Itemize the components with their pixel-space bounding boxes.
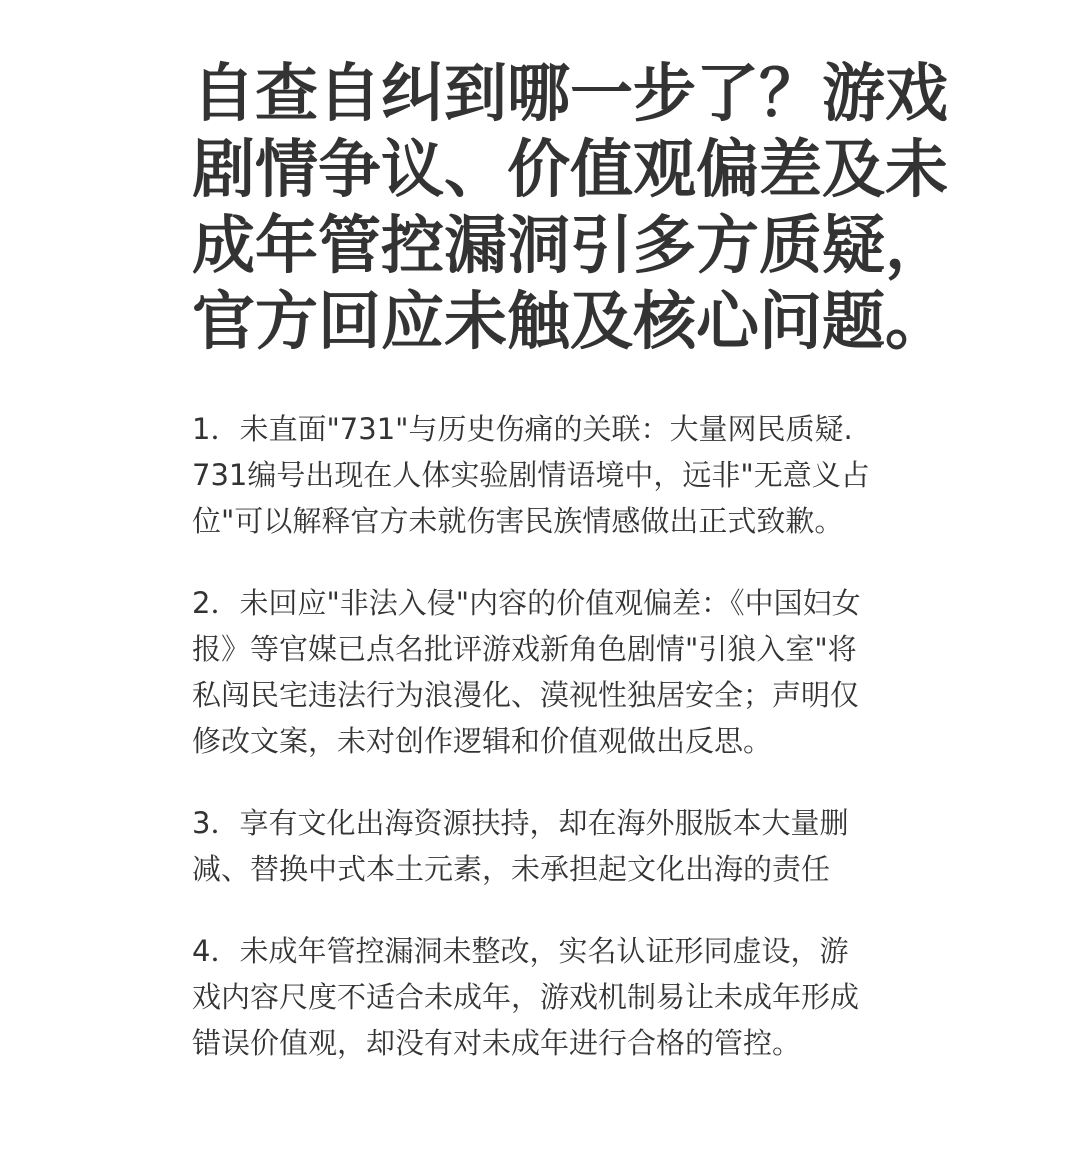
- point-line: 修改文案，未对创作逻辑和价值观做出反思。: [192, 724, 773, 758]
- point-2: [192, 580, 912, 764]
- point-3: [192, 800, 912, 892]
- headline-line: 自查自纠到哪一步了？游戏: [192, 57, 948, 130]
- point-line: 私闯民宅违法行为浪漫化、漠视性独居安全；声明仅: [192, 678, 860, 712]
- point-line: 1．未直面"731"与历史伤痛的关联：大量网民质疑.: [192, 412, 853, 446]
- headline-line: 剧情争议、价值观偏差及未: [192, 133, 948, 206]
- point-line: 3．享有文化出海资源扶持，却在海外服版本大量删: [192, 806, 849, 840]
- point-4: [192, 928, 912, 1066]
- point-line: 报》等官媒已点名批评游戏新角色剧情"引狼入室"将: [192, 632, 857, 666]
- point-line: 2．未回应"非法入侵"内容的价值观偏差：《中国妇女: [192, 586, 861, 620]
- points-list: [192, 406, 912, 1102]
- point-line: 减、替换中式本土元素，未承担起文化出海的责任: [192, 852, 831, 886]
- point-line: 731编号出现在人体实验剧情语境中，远非"无意义占: [192, 458, 870, 492]
- point-line: 错误价值观，却没有对未成年进行合格的管控。: [192, 1026, 802, 1060]
- point-1: [192, 406, 912, 544]
- point-line: 4．未成年管控漏洞未整改，实名认证形同虚设，游: [192, 934, 849, 968]
- point-line: 戏内容尺度不适合未成年，游戏机制易让未成年形成: [192, 980, 860, 1014]
- point-line: 位"可以解释官方未就伤害民族情感做出正式致歉。: [192, 504, 844, 538]
- headline-line: 成年管控漏洞引多方质疑，: [192, 209, 948, 282]
- headline: [192, 56, 948, 360]
- headline-line: 官方回应未触及核心问题。: [192, 285, 948, 358]
